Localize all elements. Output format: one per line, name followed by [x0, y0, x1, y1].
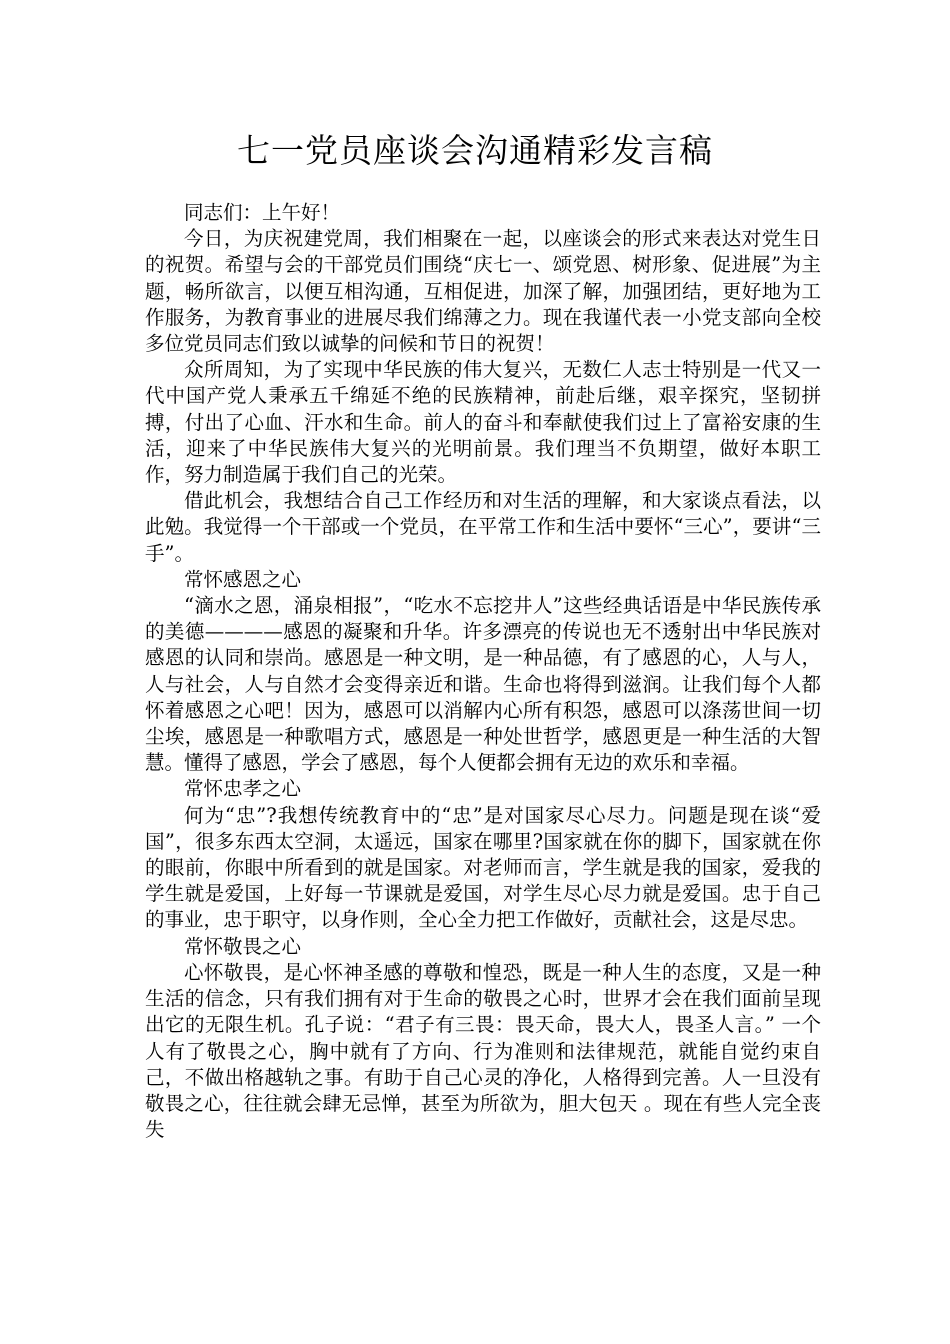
body-paragraph: 何为“忠”?我想传统教育中的“忠”是对国家尽心尽力。问题是现在谈“爱国”，很多东西太空洞，太遥远，国家在哪里?国家就在你的脚下，国家就在你的眼前，你眼中所看到的就是国家。对老师而言，学生就是我的国家，爱我的学生就是爱国，上好每一节课就是爱国，对学生尽心尽力就是爱国。忠于自己的事业，忠于职守，以身作则，全心全力把工作做好，贡献社会，这是尽忠。 [145, 803, 821, 932]
body-paragraph: 借此机会，我想结合自己工作经历和对生活的理解，和大家谈点看法，以此勉。我觉得一个干部或一个党员，在平常工作和生活中要怀“三心”，要讲“三手”。 [145, 489, 821, 565]
body-paragraph: 心怀敬畏，是心怀神圣感的尊敬和惶恐，既是一种人生的态度，又是一种生活的信念，只有我们拥有对于生命的敬畏之心时，世界才会在我们面前呈现出它的无限生机。孔子说：“君子有三畏：畏天命，畏大人，畏圣人言。” 一个人有了敬畏之心，胸中就有了方向、行为准则和法律规范，就能自觉约束自己，不做出格越轨之事。有助于自己心灵的净化，人格得到完善。人一旦没有敬畏之心，往往就会肆无忌惮，甚至为所欲为，胆大包天 。现在有些人完全丧失 [145, 960, 821, 1142]
document-body [145, 200, 821, 1143]
body-paragraph: 众所周知，为了实现中华民族的伟大复兴，无数仁人志士特别是一代又一代中国产党人秉承五千绵延不绝的民族精神，前赴后继，艰辛探究，坚韧拼搏，付出了心血、汗水和生命。前人的奋斗和奉献使我们过上了富裕安康的生活，迎来了中华民族伟大复兴的光明前景。我们理当不负期望，做好本职工作，努力制造属于我们自己的光荣。 [145, 358, 821, 487]
body-paragraph: “滴水之恩，涌泉相报”，“吃水不忘挖井人”这些经典话语是中华民族传承的美德————感恩的凝聚和升华。许多漂亮的传说也无不透射出中华民族对感恩的认同和崇尚。感恩是一种文明，是一种品德，有了感恩的心，人与人，人与社会，人与自然才会变得亲近和谐。生命也将得到滋润。让我们每个人都怀着感恩之心吧！因为，感恩可以消解内心所有积怨，感恩可以涤荡世间一切尘埃，感恩是一种歌唱方式，感恩是一种处世哲学，感恩更是一种生活的大智慧。懂得了感恩，学会了感恩，每个人便都会拥有无边的欢乐和幸福。 [145, 594, 821, 775]
section-heading: 常怀忠孝之心 [184, 777, 302, 801]
greeting-paragraph: 同志们：上午好！ [184, 201, 341, 224]
section-heading: 常怀敬畏之心 [184, 934, 302, 958]
document-title: 七一党员座谈会沟通精彩发言稿 [237, 131, 713, 170]
section-heading: 常怀感恩之心 [184, 567, 302, 591]
body-paragraph: 今日，为庆祝建党周，我们相聚在一起，以座谈会的形式来表达对党生日的祝贺。希望与会的干部党员们围绕“庆七一、颂党恩、树形象、促进展”为主题，畅所欲言，以便互相沟通，互相促进，加深了解，加强团结，更好地为工作服务，为教育事业的进展尽我们绵薄之力。现在我谨代表一小党支部向全校多位党员同志们致以诚挚的问候和节日的祝贺！ [145, 227, 821, 356]
